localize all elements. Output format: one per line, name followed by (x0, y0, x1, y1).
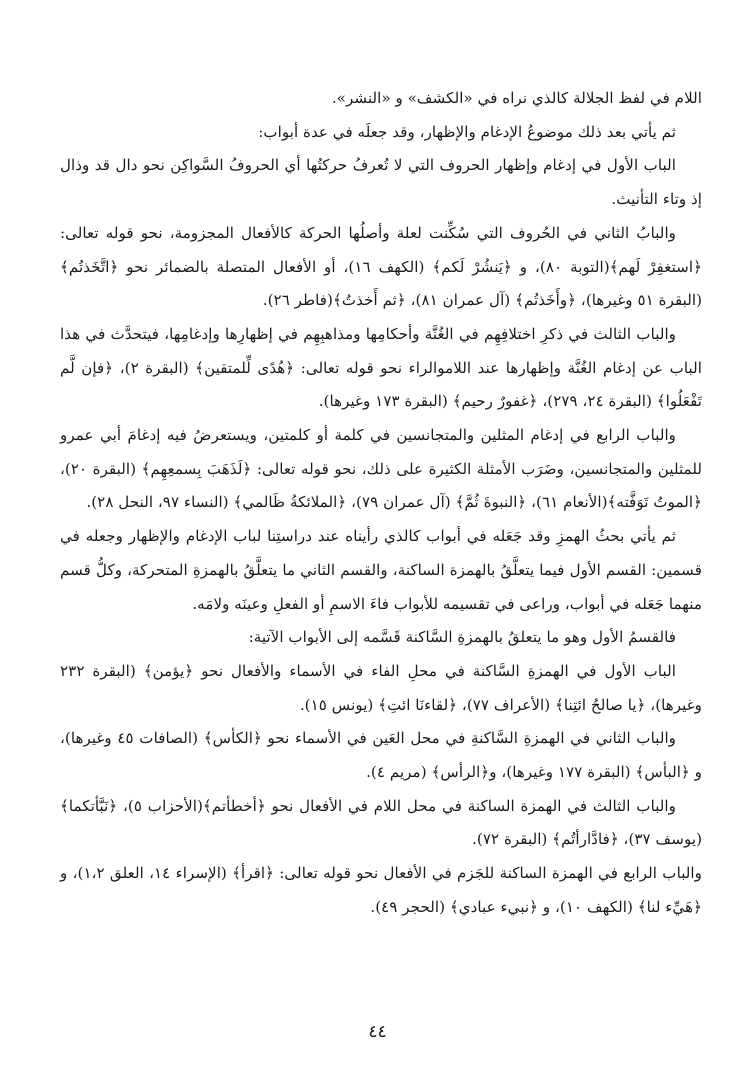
paragraph: والبابُ الثاني في الحُروف التي سُكِّنت لعلة وأصلُها الحركة كالأفعال المجزومة، نحو قوله تعالى: ﴿استغفِرْ لَهم﴾(التوبة ٨٠)، و ﴿يَنشُرْ لَكم﴾ (الكهف ١٦)، أو الأفعال المتصلة بالضمائر نحو ﴿اتَّخَذتُم﴾ (البقرة ٥١ وغيرها)، ﴿وأَخَذتُم﴾ (آل عمران ٨١)، ﴿ثم أَخذتُ﴾(فاطر ٢٦). (60, 223, 702, 310)
paragraph: اللام في لفظ الجلالة كالذي نراه في «الكشف» و «النشر». (331, 89, 702, 107)
paragraph: والباب الرابع في إدغام المثلين والمتجانسين في كلمة أو كلمتين، ويستعرضُ فيه إدغامَ أبي عمرو للمثلين والمتجانسين، وضَرَب الأمثلة الكثيرة على ذلك، نحو قوله تعالى: ﴿لَذَهَبَ بِسمعِهِم﴾ (البقرة ٢٠)، ﴿الموتُ تَوَفَّته﴾(الأنعام ٦١)، ﴿النبوةَ ثُمَّ﴾ (آل عمران ٧٩)، ﴿الملائكةُ ظَالمي﴾ (النساء ٩٧، النحل ٢٨). (60, 426, 702, 512)
paragraph: ثم يأتي بحثُ الهمزِ وقد جَعَله في أبواب كالذي رأيناه عند دراستِنا لباب الإدغام والإظهار وجعله في قسمين: القسم الأول فيما يتعلَّقُ بالهمزة الساكنة، والقسم الثاني ما يتعلَّقُ بالهمزةِ المتحركة، وكلُّ قسم منهما جَعَله في أبواب، وراعى في تقسيمه للأبواب فاءَ الاسمِ أو الفعلِ وعينَه ولامَه. (60, 527, 702, 613)
paragraph: ثم يأتي بعد ذلك موضوعُ الإدغام والإظهار، وقد جعلَه في عدة أبواب: (258, 122, 676, 141)
paragraph: الباب الأول في إدغام وإظهار الحروف التي لا تُعرفُ حركتُها أي الحروفُ السَّواكِن نحو دال قد وذال إذ وتاء التأنيث. (60, 156, 702, 209)
paragraph: والباب الرابع في الهمزة الساكنة للجَزم في الأفعال نحو قوله تعالى: ﴿اقرأ﴾ (الإسراء ١٤، العلق ١،٢)، و ﴿هَيِّء لنا﴾ (الكهف ١٠)، و ﴿نبيء عبادي﴾ (الحجر ٤٩). (60, 864, 702, 916)
page-body (60, 82, 702, 925)
paragraph: فالقسمُ الأول وهو ما يتعلقُ بالهمزةِ السَّاكنة قَسَّمه إلى الأبواب الآتية: (248, 628, 676, 647)
paragraph: والباب الثالث في الهمزة الساكنة في محل اللام في الأفعال نحو ﴿أخطأتم﴾(الأحزاب ٥)، ﴿نَبَّأتكما﴾(يوسف ٣٧)، ﴿فادَّارأتُم﴾ (البقرة ٧٢). (60, 796, 702, 849)
paragraph: الباب الأول في الهمزةِ السَّاكنة في محلِ الفاء في الأسماء والأفعال نحو ﴿يؤمن﴾ (البقرة ٢٣٢ وغيرها)، ﴿يا صالحُ ائتِنا﴾ (الأعراف ٧٧)، ﴿لقاءنَا ائتِ﴾ (يونس ١٥). (60, 661, 702, 714)
page-number: ٤٤ (368, 1022, 387, 1042)
paragraph: والباب الثالث في ذكرِ اختلافِهِم في الغُنَّة وأحكامِها ومذاهبِهِم في إظهارِها وإدغامِها، فيتحدَّث في هذا الباب عن إدغام الغُنَّة وإظهارها عند اللاموالراء نحو قوله تعالى: ﴿هُدًى لِّلمتقين﴾ (البقرة ٢)، ﴿فإن لَّم تَفْعَلُوا﴾ (البقرة ٢٤، ٢٧٩)، ﴿غفورٌ رحيم﴾ (البقرة ١٧٣ وغيرها). (60, 324, 702, 411)
paragraph: والباب الثاني في الهمزةِ السَّاكنةِ في محل العَين في الأسماء نحو ﴿الكأس﴾ (الصافات ٤٥ وغيرها)، و ﴿البأس﴾ (البقرة ١٧٧ وغيرها)، و﴿الرأس﴾ (مريم ٤). (60, 729, 702, 782)
